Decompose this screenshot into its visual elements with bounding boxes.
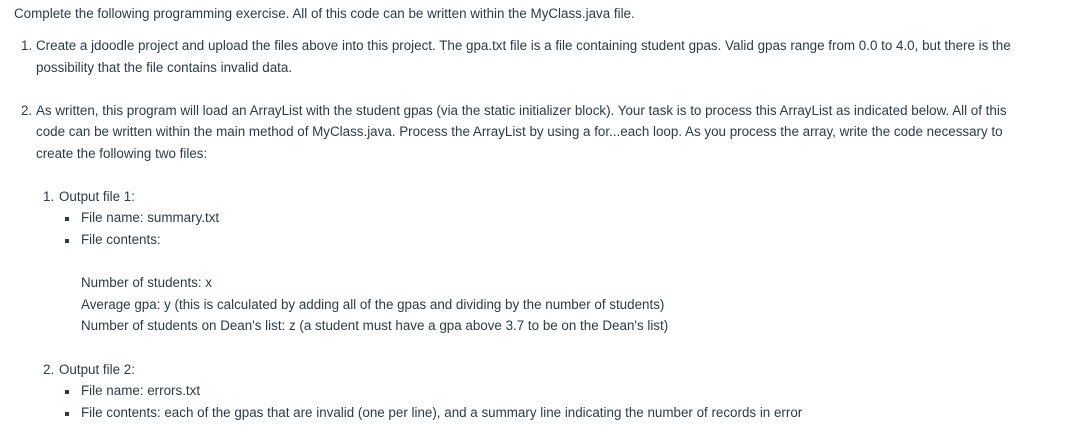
bullet-icon <box>65 412 69 416</box>
step-number: 2. <box>21 103 33 118</box>
bullet-text: File name: summary.txt <box>81 210 220 225</box>
file-contents-line: Number of students: x <box>81 275 212 290</box>
bullet-text: File contents: <box>81 232 161 247</box>
intro-text: Complete the following programming exercise. All of this code can be written within the MyClass.java file. <box>14 6 635 21</box>
bullet-text: File name: errors.txt <box>81 383 201 398</box>
step-text-line: possibility that the file contains invalid data. <box>36 60 293 75</box>
step-text-line: code can be written within the main method of MyClass.java. Process the ArrayList by using a for...each loop. As you process the array, write the code necessary to <box>36 124 1003 139</box>
step-text-line: As written, this program will load an ArrayList with the student gpas (via the static initializer block). Your task is to process this ArrayList as indicated below. All of this <box>36 103 1007 118</box>
step-text-line: create the following two files: <box>36 146 208 161</box>
bullet-icon <box>65 217 69 221</box>
output-title: Output file 1: <box>59 189 135 204</box>
bullet-icon <box>65 239 69 243</box>
output-title: Output file 2: <box>59 362 135 377</box>
output-number: 2. <box>43 362 55 377</box>
output-number: 1. <box>43 189 55 204</box>
file-contents-line: Number of students on Dean's list: z (a student must have a gpa above 3.7 to be on the Dean's list) <box>81 318 669 333</box>
step-text-line: Create a jdoodle project and upload the files above into this project. The gpa.txt file is a file containing student gpas. Valid gpas range from 0.0 to 4.0, but there is the <box>36 38 1011 53</box>
bullet-text: File contents: each of the gpas that are invalid (one per line), and a summary line indicating the number of records in error <box>81 405 803 420</box>
file-contents-line: Average gpa: y (this is calculated by adding all of the gpas and dividing by the number of students) <box>81 297 665 312</box>
step-number: 1. <box>21 38 33 53</box>
bullet-icon <box>65 390 69 394</box>
